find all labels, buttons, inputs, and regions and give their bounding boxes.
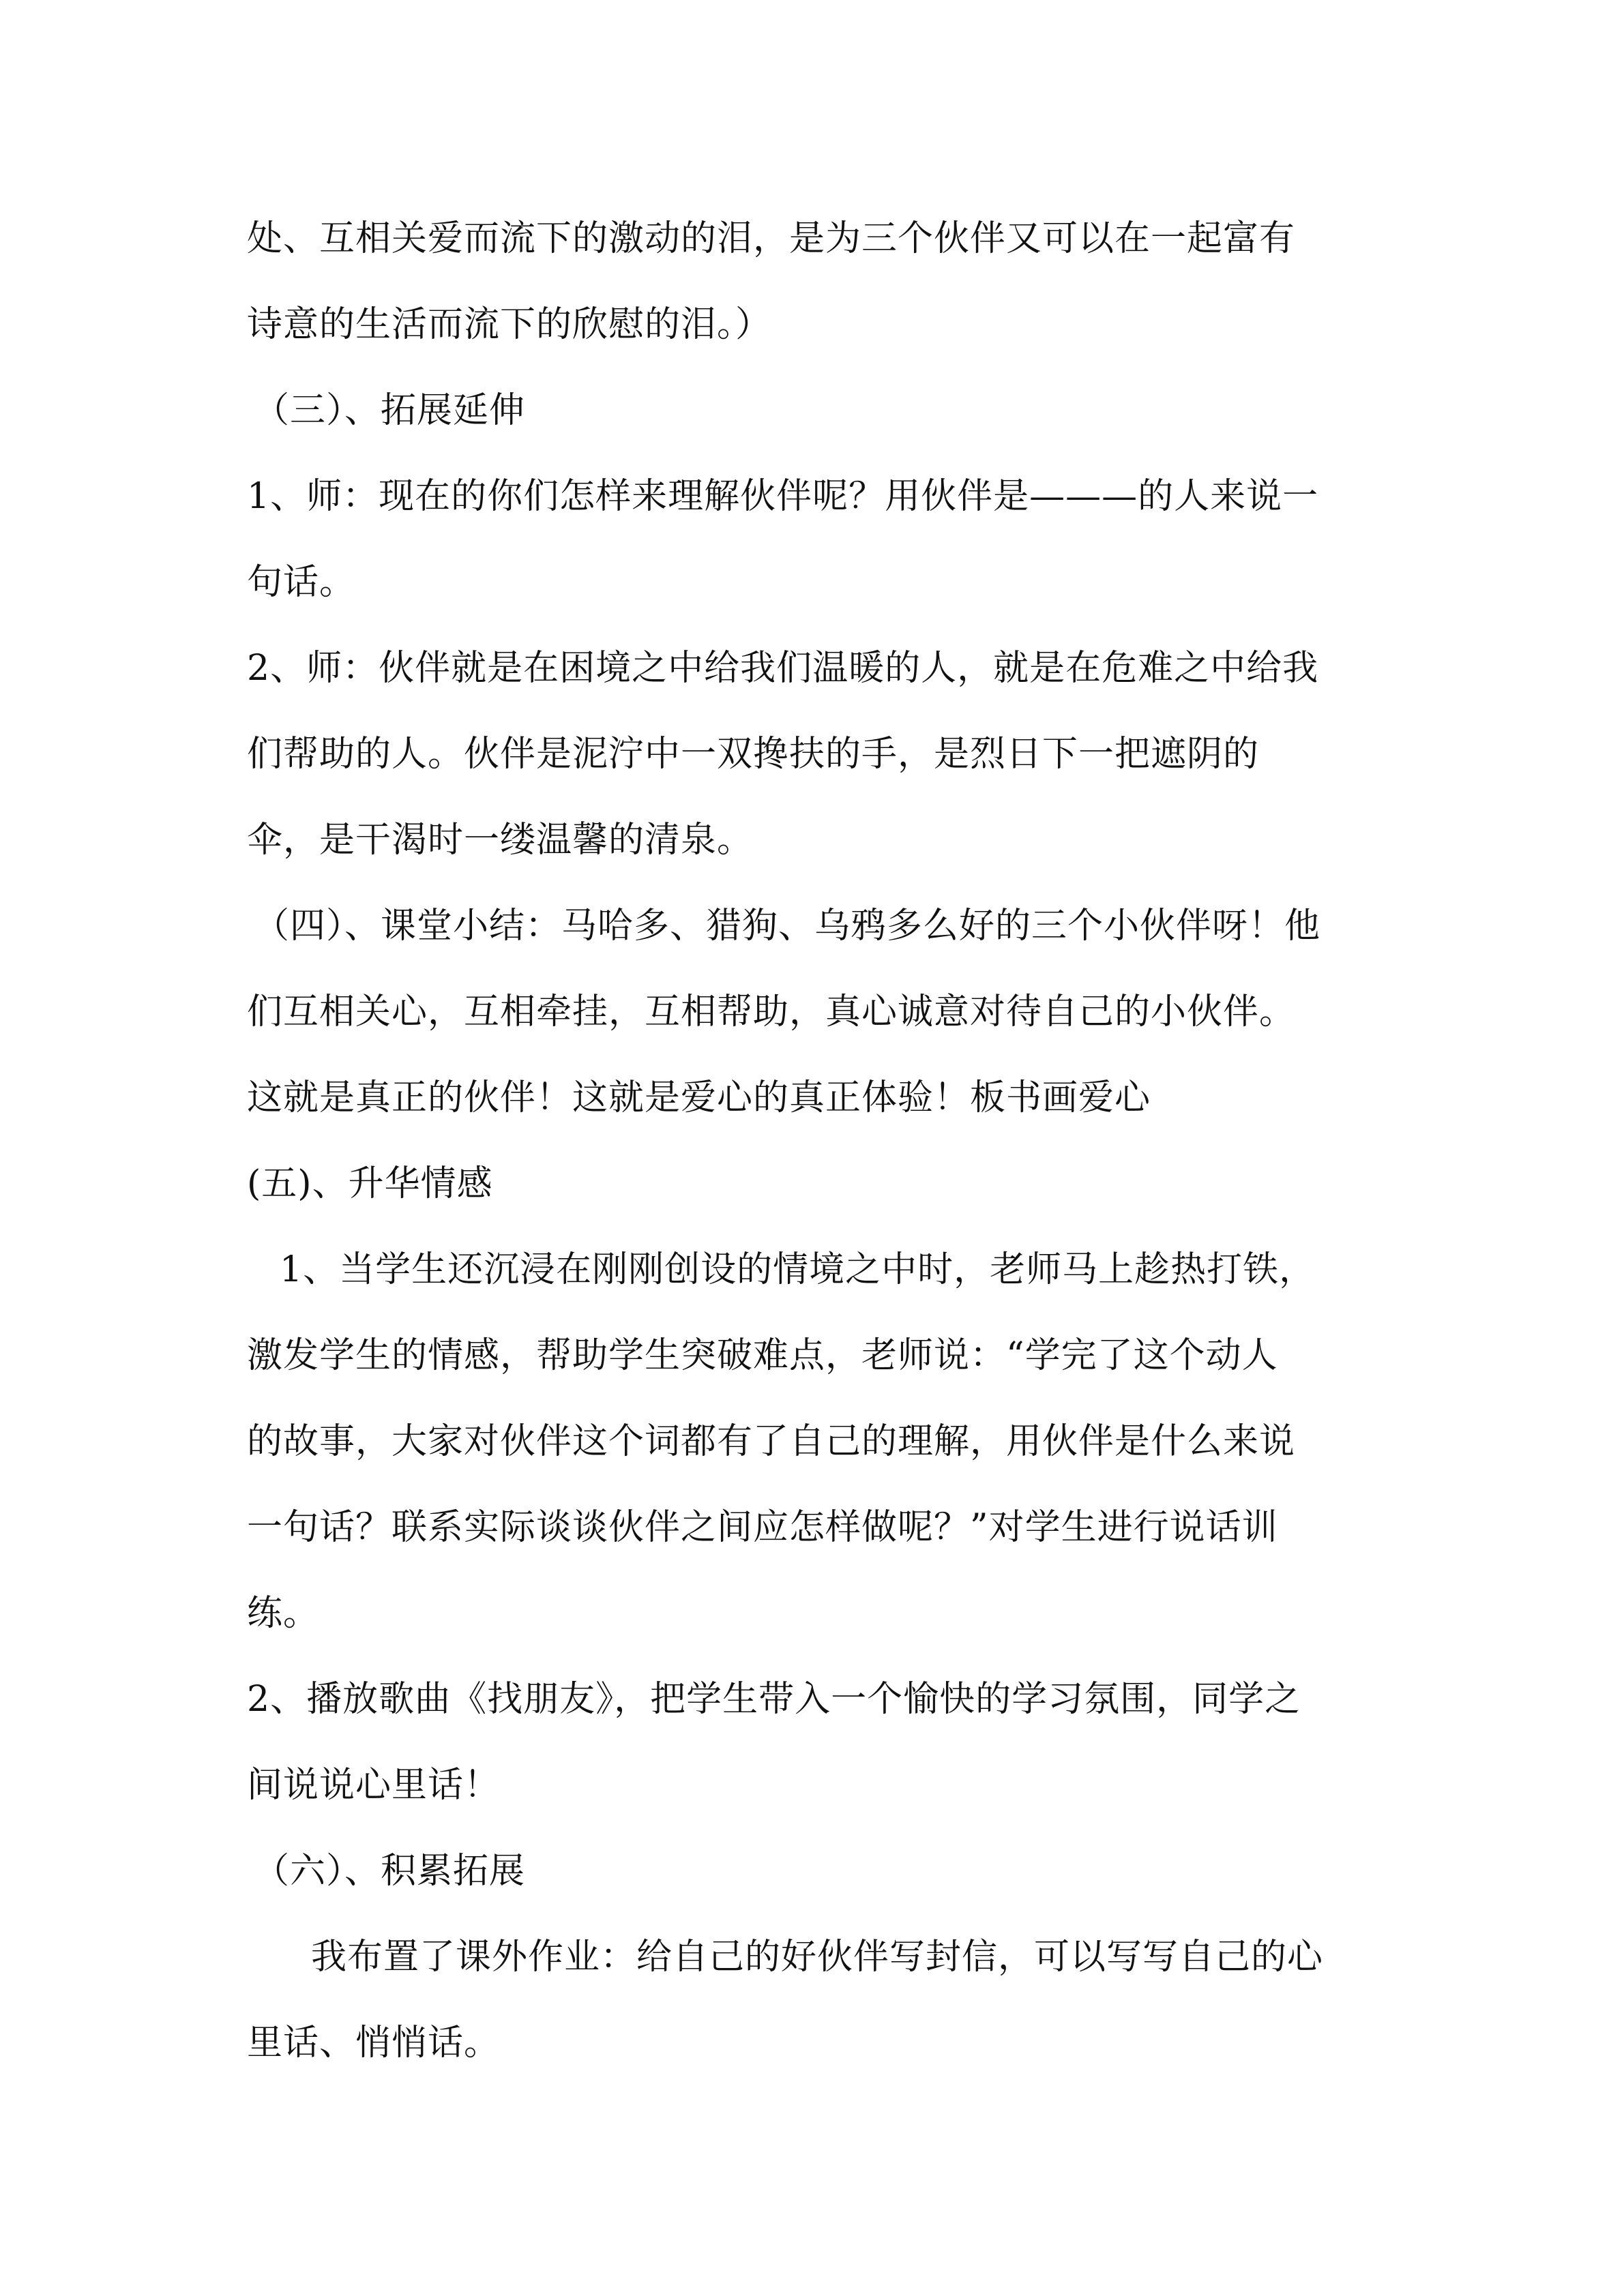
section-heading: （六）、积累拓展 — [254, 1851, 526, 1892]
text-line: 一句话？联系实际谈谈伙伴之间应怎样做呢？”对学生进行说话训 — [247, 1507, 1278, 1548]
text-line: 们帮助的人。伙伴是泥泞中一双搀扶的手，是烈日下一把遮阴的 — [247, 734, 1260, 775]
text-line: 们互相关心，互相牵挂，互相帮助，真心诚意对待自己的小伙伴。 — [247, 992, 1296, 1032]
text-line: 这就是真正的伙伴！这就是爱心的真正体验！板书画爱心 — [247, 1077, 1151, 1118]
text-line: 2、播放歌曲《找朋友》，把学生带入一个愉快的学习氛围，同学之 — [247, 1679, 1301, 1720]
text-line: 激发学生的情感，帮助学生突破难点，老师说：“学完了这个动人 — [247, 1335, 1278, 1376]
text-line: 处、互相关爱而流下的激动的泪，是为三个伙伴又可以在一起富有 — [247, 218, 1296, 259]
text-line: 1、当学生还沉浸在刚刚创设的情境之中时，老师马上趁热打铁， — [280, 1249, 1316, 1290]
text-line: 间说说心里话！ — [247, 1765, 501, 1806]
text-line: 练。 — [247, 1593, 320, 1634]
text-line: 诗意的生活而流下的欣慰的泪。） — [247, 304, 772, 345]
text-line: 的故事，大家对伙伴这个词都有了自己的理解，用伙伴是什么来说 — [247, 1421, 1296, 1462]
text-line: 里话、悄悄话。 — [247, 2023, 501, 2063]
section-heading: （四）、课堂小结：马哈多、猎狗、乌鸦多么好的三个小伙伴呀！他 — [254, 906, 1321, 946]
text-line: 1、师：现在的你们怎样来理解伙伴呢？用伙伴是———的人来说一 — [247, 476, 1319, 517]
section-heading: （三）、拓展延伸 — [254, 390, 526, 431]
section-heading: (五)、升华情感 — [247, 1163, 493, 1204]
text-line: 我布置了课外作业：给自己的好伙伴写封信，可以写写自己的心 — [311, 1937, 1324, 1978]
text-line: 2、师：伙伴就是在困境之中给我们温暖的人，就是在危难之中给我 — [247, 648, 1319, 689]
text-line: 伞，是干渴时一缕温馨的清泉。 — [247, 820, 754, 861]
text-line: 句话。 — [247, 562, 356, 603]
